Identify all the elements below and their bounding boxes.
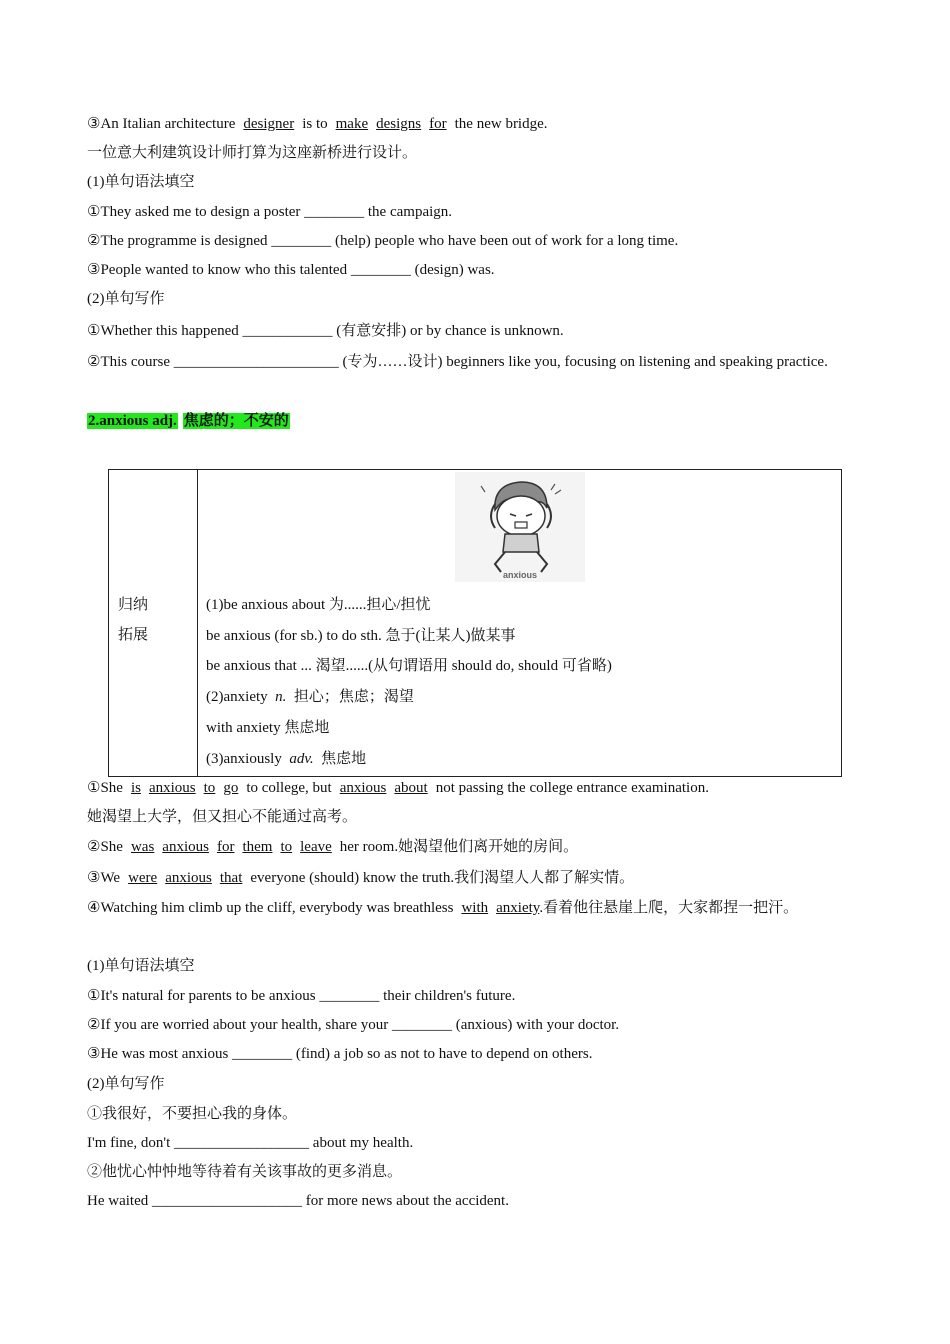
write2-item-1-cn: ①我很好，不要担心我的身体。 xyxy=(87,1106,298,1122)
table-row-6: (3)anxiously adv. 焦虑地 xyxy=(206,751,367,767)
table-label-1: 归纳 xyxy=(118,597,149,613)
table-row-4: (2)anxiety n. 担心；焦虑；渴望 xyxy=(206,689,414,705)
write-section-title: (2)单句写作 xyxy=(87,291,165,307)
fill-item-2: ②The programme is designed ________ (help) people who have been out of work for a long time. xyxy=(87,233,679,249)
fill2-item-2: ②If you are worried about your health, share your ________ (anxious) with your doctor. xyxy=(87,1017,620,1033)
example-2: ②She was anxious for them to leave her room.她渴望他们离开她的房间。 xyxy=(87,839,579,855)
anxious-boy-illustration xyxy=(455,472,585,582)
fill-item-1: ①They asked me to design a poster ________ the campaign. xyxy=(87,204,453,220)
example-sentence-3-translation: 一位意大利建筑设计师打算为这座新桥进行设计。 xyxy=(87,145,418,161)
table-label-2: 拓展 xyxy=(118,627,149,643)
fill2-item-3: ③He was most anxious ________ (find) a job so as not to have to depend on others. xyxy=(87,1046,593,1062)
summary-table xyxy=(108,469,842,777)
write2-item-2-en: He waited ____________________ for more news about the accident. xyxy=(87,1193,509,1209)
fill-section-title: (1)单句语法填空 xyxy=(87,174,195,190)
illustration-caption: anxious xyxy=(502,570,538,580)
example-1-translation: 她渴望上大学，但又担心不能通过高考。 xyxy=(87,809,358,825)
write2-item-1-en: I'm fine, don't __________________ about my health. xyxy=(87,1135,414,1151)
example-3: ③We were anxious that everyone (should) know the truth.我们渴望人人都了解实情。 xyxy=(87,870,635,886)
example-sentence-3: ③An Italian architecture designer is to make designs for the new bridge. xyxy=(87,116,548,132)
table-row-1: (1)be anxious about 为......担心/担忧 xyxy=(206,597,431,613)
write-item-1: ①Whether this happened ____________ (有意安排) or by chance is unknown. xyxy=(87,323,564,339)
fill2-item-1: ①It's natural for parents to be anxious ________ their children's future. xyxy=(87,988,516,1004)
fill-item-3: ③People wanted to know who this talented ________ (design) was. xyxy=(87,262,495,278)
vocab-heading: 2.anxious adj. 焦虑的；不安的 xyxy=(88,413,289,429)
example-1: ①She is anxious to go to college, but anxious about not passing the college entrance examination. xyxy=(87,780,709,796)
table-row-5: with anxiety 焦虑地 xyxy=(206,720,330,736)
table-row-3: be anxious that ... 渴望......(从句谓语用 should do, should 可省略) xyxy=(206,658,612,674)
write2-item-2-cn: ②他忧心忡忡地等待着有关该事故的更多消息。 xyxy=(87,1164,403,1180)
write-item-2: ②This course ______________________ (专为……设计) beginners like you, focusing on listening and speaking practice. xyxy=(87,354,828,370)
example-4: ④Watching him climb up the cliff, everybody was breathless with anxiety.看着他往悬崖上爬，大家都捏一把汗。 xyxy=(87,900,799,916)
fill-section-title-2: (1)单句语法填空 xyxy=(87,958,195,974)
write-section-title-2: (2)单句写作 xyxy=(87,1076,165,1092)
table-row-2: be anxious (for sb.) to do sth. 急于(让某人)做某事 xyxy=(206,628,516,644)
